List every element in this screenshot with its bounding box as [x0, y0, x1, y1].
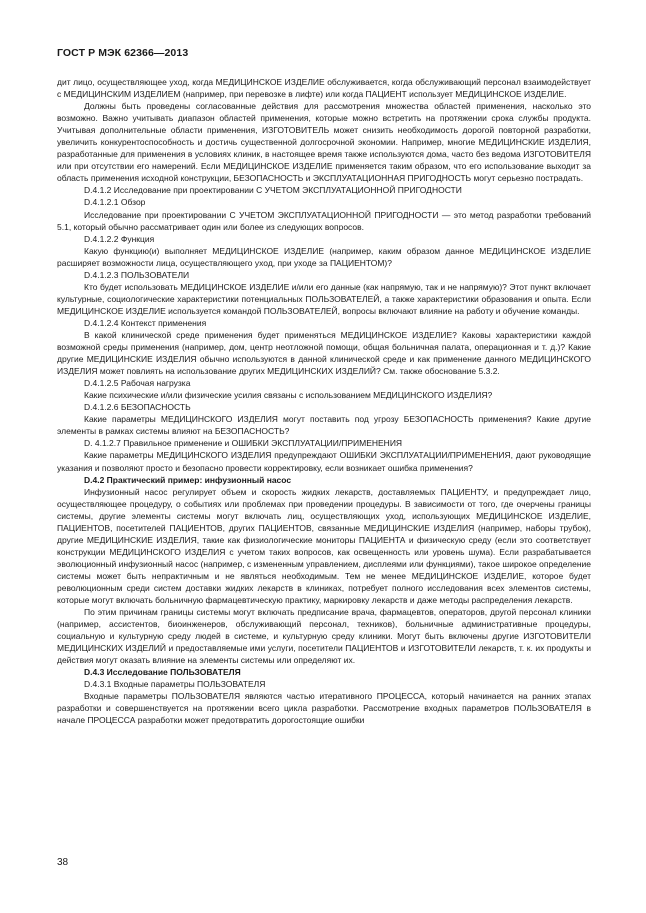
paragraph: Исследование при проектировании С УЧЕТОМ ЭКСПЛУАТАЦИОННОЙ ПРИГОДНОСТИ — это метод разработки требований 5.1, который обычно рассматривает один или более из следующих вопросов.	[57, 209, 591, 232]
section-heading: D.4.1.2.3 ПОЛЬЗОВАТЕЛИ	[84, 269, 190, 280]
paragraph: Должны быть проведены согласованные действия для рассмотрения множества областей применения, насколько это возможно. Важно учитывать диапазон областей применения, которые можно встретить на протяжении срока службы продукта. Учитывая дополнительные области применения, ИЗГОТОВИТЕЛЬ может снизить необходимость дорогой повторной разработки, увеличить конкурентоспособность и достичь существенной долгосрочной экономии. Например, многие МЕДИЦИНСКИЕ ИЗДЕЛИЯ, разработанные для применения в условиях клиник, в настоящее время также используются дома, часто без ведома ИЗГОТОВИТЕЛЯ или при отсутствии его намерений. Если МЕДИЦИНСКОЕ ИЗДЕЛИЕ применяется таким образом, что его использование выходит за область применения исходной конструкции, БЕЗОПАСНОСТЬ и ЭКСПЛУАТАЦИОННАЯ ПРИГОДНОСТЬ могут серьезно пострадать.	[57, 101, 591, 184]
paragraph: Какую функцию(и) выполняет МЕДИЦИНСКОЕ ИЗДЕЛИЕ (например, каким образом данное МЕДИЦИНСКОЕ ИЗДЕЛИЕ расширяет возможности лица, осуществляющего уход, при уходе за ПАЦИЕНТОМ)?	[57, 245, 591, 268]
section-heading: D.4.1.2 Исследование при проектировании С УЧЕТОМ ЭКСПЛУАТАЦИОННОЙ ПРИГОДНОСТИ	[84, 185, 462, 196]
paragraph: По этим причинам границы системы могут включать предписание врача, фармацевтов, операторов, другой персонал клиники (например, ассистентов, биоинженеров, обслуживающий персонал, техников), больничные административные процедуры, социальную и культурную среду людей в системе, и культурную среду клиники. Могут быть включены другие ИЗГОТОВИТЕЛИ МЕДИЦИНСКИХ ИЗДЕЛИЙ и предоставляемые ими услуги, посетители ПАЦИЕНТОВ и ИЗГОТОВИТЕЛИ лекарств, т. к. их продукты и действия могут оказать влияние на элементы системы или определяют их.	[57, 607, 591, 666]
section-heading: D. 4.1.2.7 Правильное применение и ОШИБКИ ЭКСПЛУАТАЦИИ/ПРИМЕНЕНИЯ	[84, 438, 403, 449]
paragraph: Кто будет использовать МЕДИЦИНСКОЕ ИЗДЕЛИЕ и/или его данные (как напрямую, так и не напрямую)? Этот пункт включает культурные, социологические характеристики потенциальных ПОЛЬЗОВАТЕЛЕЙ, а также характеристики образования и опыта. Если МЕДИЦИНСКОЕ ИЗДЕЛИЕ используется командой ПОЛЬЗОВАТЕЛЕЙ, вопросы включают влияние на работу и обучение команды.	[57, 281, 591, 316]
paragraph: В какой клинической среде применения будет применяться МЕДИЦИНСКОЕ ИЗДЕЛИЕ? Каковы характеристики каждой возможной среды применения (например, дом, центр неотложной помощи, общая больничная палата, операционная и т. д.)? Какие другие МЕДИЦИНСКИЕ ИЗДЕЛИЯ обычно используются в данной клинической среде и как применение данного МЕДИЦИНСКОГО ИЗДЕЛИЯ может повлиять на использование других МЕДИЦИНСКИХ ИЗДЕЛИЙ? См. также обоснование 5.3.2.	[57, 329, 591, 377]
section-heading: D.4.1.2.1 Обзор	[84, 197, 146, 208]
paragraph: Какие параметры МЕДИЦИНСКОГО ИЗДЕЛИЯ могут поставить под угрозу БЕЗОПАСНОСТЬ применения? Какие другие элементы в рамках системы влияют на БЕЗОПАСНОСТЬ?	[57, 414, 591, 437]
section-heading: D.4.1.2.2 Функция	[84, 233, 155, 244]
paragraph: Какие психические и/или физические усилия связаны с использованием МЕДИЦИНСКОГО ИЗДЕЛИЯ?	[84, 390, 493, 401]
paragraph: Входные параметры ПОЛЬЗОВАТЕЛЯ являются частью итеративного ПРОЦЕССА, который начинается на ранних этапах разработки и совершенствуется на протяжении всего цикла разработки. Рассмотрение входных параметров ПОЛЬЗОВАТЕЛЯ в начале ПРОЦЕССА разработки может предотвратить дорогостоящие ошибки	[57, 691, 591, 726]
section-heading-bold: D.4.3 Исследование ПОЛЬЗОВАТЕЛЯ	[84, 667, 241, 678]
paragraph: дит лицо, осуществляющее уход, когда МЕДИЦИНСКОЕ ИЗДЕЛИЕ обслуживается, когда обслуживающий персонал взаимодействует с МЕДИЦИНСКИМ ИЗДЕЛИЕМ (например, при перевозке в лифте) или когда ПАЦИЕНТ использует МЕДИЦИНСКОЕ ИЗДЕЛИЕ.	[57, 77, 591, 100]
paragraph: Инфузионный насос регулирует объем и скорость жидких лекарств, доставляемых ПАЦИЕНТУ, и предупреждает лицо, осуществляющее процедуру, о событиях или проблемах при проведении процедуры. В зависимости от того, где очерчены границы системы, другие элементы системы могут включать лиц, осуществляющих уход, использующих МЕДИЦИНСКОЕ ИЗДЕЛИЕ, ПАЦИЕНТОВ, посетителей ПАЦИЕНТОВ, других ПАЦИЕНТОВ, связанные МЕДИЦИНСКИЕ ИЗДЕЛИЯ (например, наборы трубок), другие МЕДИЦИНСКИЕ ИЗДЕЛИЯ, такие как физиологические мониторы ПАЦИЕНТА и физическую среду (если это соответствует конструкции МЕДИЦИНСКОГО ИЗДЕЛИЯ с учетом таких вопросов, как освещенность или уровень шума). Если разрабатывается эволюционный инфузионный насос (например, с измененным управлением, дисплеями или функциями), такое широкое определение системы может быть непрактичным и не являться необходимым. Тем не менее МЕДИЦИНСКОЕ ИЗДЕЛИЕ, которое будет революционным среди систем доставки жидких лекарств в клиниках, потребует полного исследования всех элементов системы, которые могут включать больничную фармацевтическую практику, маркировку лекарств и даже методы распределения лекарств.	[57, 486, 591, 606]
section-heading: D.4.3.1 Входные параметры ПОЛЬЗОВАТЕЛЯ	[84, 679, 266, 690]
paragraph: Какие параметры МЕДИЦИНСКОГО ИЗДЕЛИЯ предупреждают ОШИБКИ ЭКСПЛУАТАЦИИ/ПРИМЕНЕНИЯ, дают руководящие указания и позволяют просто и безопасно провести корректировку, если возникает ошибка применения?	[57, 450, 591, 473]
page-header: ГОСТ Р МЭК 62366—2013	[57, 47, 189, 59]
body-text	[57, 76, 591, 727]
section-heading: D.4.1.2.4 Контекст применения	[84, 317, 207, 328]
page-number: 38	[57, 857, 69, 868]
section-heading-bold: D.4.2 Практический пример: инфузионный насос	[84, 474, 292, 485]
section-heading: D.4.1.2.5 Рабочая нагрузка	[84, 378, 191, 389]
section-heading: D.4.1.2.6 БЕЗОПАСНОСТЬ	[84, 402, 191, 413]
